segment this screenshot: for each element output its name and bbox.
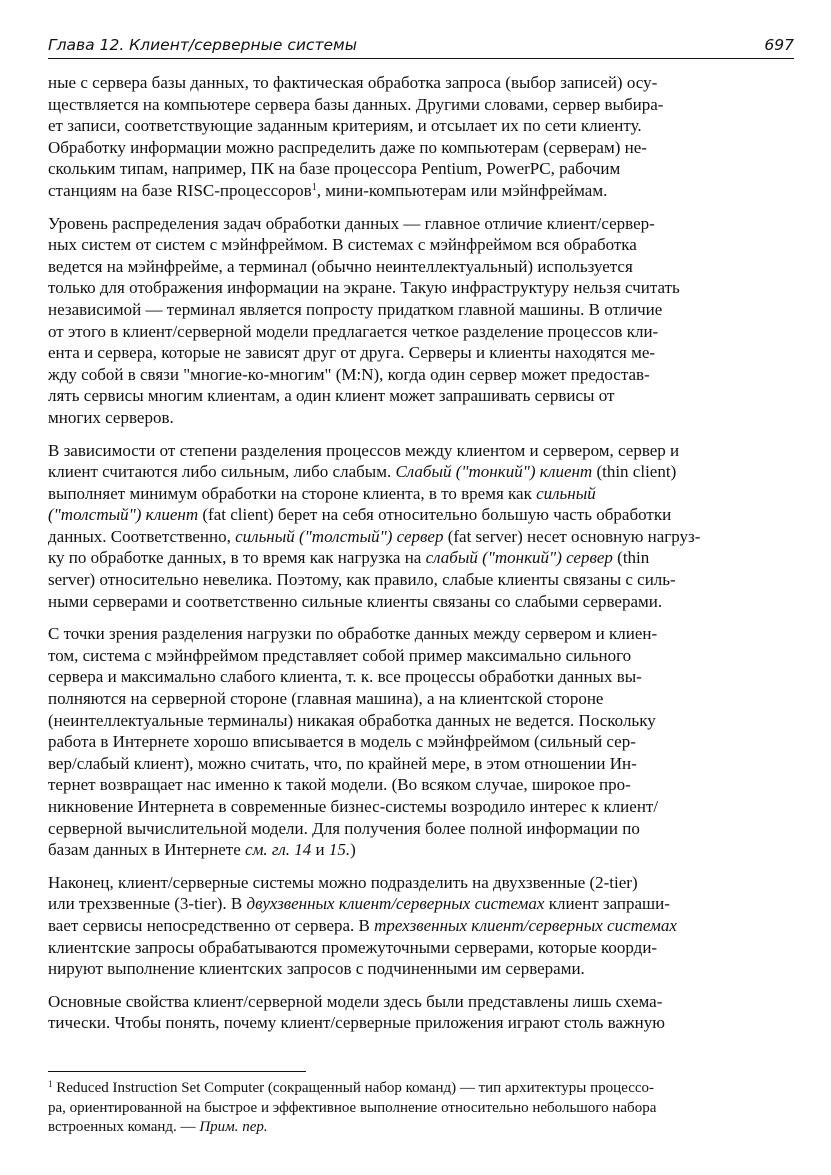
text-line: нируют выполнение клиентских запросов с подчиненными им серверами. <box>48 959 585 979</box>
text-line: работа в Интернете хорошо вписывается в модель с мэйнфреймом (сильный сер- <box>48 732 636 752</box>
text-line <box>48 504 794 526</box>
text-line <box>48 893 794 915</box>
text-line: скольким типам, например, ПК на базе процессора Pentium, PowerPC, рабочим <box>48 159 621 179</box>
text-line: ществляется на компьютере сервера базы данных. Другими словами, сервер выбира- <box>48 94 664 114</box>
text-line: полняются на серверной стороне (главная машина), а на клиентской стороне <box>48 689 604 709</box>
term-fat-server: сильный ("толстый") сервер <box>235 526 444 546</box>
text-span: клиент запраши- <box>544 894 670 914</box>
text-line <box>48 839 794 861</box>
footnote <box>48 1079 794 1138</box>
text-line: тернет возвращает нас именно к такой модели. (Во всяком случае, широкое про- <box>48 775 631 795</box>
text-line: никновение Интернета в современные бизнес-системы возродило интерес к клиент/ <box>48 797 659 816</box>
paragraph-4 <box>48 623 794 861</box>
text-line: лять сервисы многим клиентам, а один клиент может запрашивать сервисы от <box>48 386 615 406</box>
text-line: ведется на мэйнфрейме, а терминал (обычно неинтеллектуальный) используется <box>48 256 633 276</box>
text-line <box>48 1079 794 1099</box>
text-line <box>48 526 794 548</box>
text-span: (thin client) <box>592 462 677 482</box>
body-text <box>48 72 794 1045</box>
text-span: станциям на базе RISC-процессоров <box>48 180 312 200</box>
term-two-tier: двухзвенных клиент/серверных системах <box>246 894 545 914</box>
text-line: ные с сервера базы данных, то фактическая обработка запроса (выбор записей) осу- <box>48 73 658 92</box>
text-line: Обработку информации можно распределить даже по компьютерам (серверам) не- <box>48 137 647 157</box>
text-line <box>48 915 794 937</box>
term-thin-client: Слабый ("тонкий") клиент <box>395 462 593 482</box>
term-three-tier: трехзвенных клиент/серверных системах <box>374 915 677 935</box>
paragraph-6 <box>48 991 794 1034</box>
text-line: С точки зрения разделения нагрузки по обработке данных между сервером и клиен- <box>48 624 658 644</box>
text-line <box>48 461 794 483</box>
text-line: многих серверов. <box>48 407 174 427</box>
cross-reference: 15. <box>328 840 351 860</box>
text-line: ет записи, соответствующие заданным критериям, и отсылает их по сети клиенту. <box>48 116 642 136</box>
text-line: ента и сервера, которые не зависят друг от друга. Серверы и клиенты находятся ме- <box>48 343 656 363</box>
text-span: (fat client) берет на себя относительно большую часть обработки <box>198 505 672 525</box>
text-line: жду собой в связи "многие-ко-многим" (M:N), когда один сервер может предостав- <box>48 364 650 384</box>
text-line <box>48 483 794 505</box>
text-line <box>48 547 794 569</box>
footnote-marker: 1 <box>48 1079 53 1089</box>
text-span: , мини-компьютерам или мэйнфреймам. <box>316 180 608 200</box>
text-line: ных систем от систем с мэйнфреймом. В системах с мэйнфреймом вся обработка <box>48 235 637 255</box>
chapter-title: Глава 12. Клиент/серверные системы <box>48 36 357 54</box>
text-line: Наконец, клиент/серверные системы можно подразделить на двухзвенные (2-tier) <box>48 872 638 892</box>
term-thin-server: слабый ("тонкий") сервер <box>425 548 613 568</box>
text-line: клиентские запросы обрабатываются промежуточными серверами, которые коорди- <box>48 937 658 957</box>
footnote-reference[interactable]: 1 <box>311 181 317 193</box>
footnote-divider <box>48 1071 306 1072</box>
paragraph-1 <box>48 72 794 202</box>
text-line: от этого в клиент/серверной модели предлагается четкое разделение процессов кли- <box>48 321 659 341</box>
paragraph-2 <box>48 213 794 429</box>
text-span: данных. Соответственно, <box>48 526 236 546</box>
text-span: Reduced Instruction Set Computer (сокращенный набор команд) — тип архитектуры процессо- <box>52 1080 655 1096</box>
text-line: В зависимости от степени разделения процессов между клиентом и сервером, сервер и <box>48 440 680 460</box>
term-fat-client-part1: сильный <box>536 483 596 503</box>
text-line: том, система с мэйнфреймом представляет собой пример максимально сильного <box>48 645 632 665</box>
text-line: тически. Чтобы понять, почему клиент/серверные приложения играют столь важную <box>48 1013 665 1033</box>
text-line: серверной вычислительной модели. Для получения более полной информации по <box>48 818 640 838</box>
text-span: встроенных команд. — <box>48 1119 200 1135</box>
text-span: ) <box>350 840 356 860</box>
text-span: и <box>311 840 329 860</box>
text-span: (thin <box>612 548 650 568</box>
text-span: ку по обработке данных, в то время как нагрузка на <box>48 548 426 568</box>
cross-reference: см. гл. 14 <box>245 840 312 860</box>
text-span: вает сервисы непосредственно от сервера. В <box>48 915 375 935</box>
term-fat-client-part2: ("толстый") клиент <box>48 505 199 525</box>
text-line: ными серверами и соответственно сильные клиенты связаны со слабыми серверами. <box>48 591 663 611</box>
paragraph-3 <box>48 440 794 613</box>
translator-note: Прим. пер. <box>199 1119 268 1135</box>
text-line: Основные свойства клиент/серверной модели здесь были представлены лишь схема- <box>48 991 663 1011</box>
text-span: (fat server) несет основную нагруз- <box>443 526 701 546</box>
text-span: выполняет минимум обработки на стороне клиента, в то время как <box>48 483 537 503</box>
paragraph-5 <box>48 872 794 980</box>
text-line: Уровень распределения задач обработки данных — главное отличие клиент/сервер- <box>48 213 655 233</box>
text-line: (неинтеллектуальные терминалы) никакая обработка данных не ведется. Поскольку <box>48 710 656 730</box>
running-head <box>48 34 794 59</box>
page-number: 697 <box>764 36 794 54</box>
text-span: или трехзвенные (3-tier). В <box>48 894 247 914</box>
text-line: server) относительно невелика. Поэтому, как правило, слабые клиенты связаны с силь- <box>48 570 676 590</box>
text-span: базам данных в Интернете <box>48 840 246 860</box>
text-line: вер/слабый клиент), можно считать, что, по крайней мере, в этом отношении Ин- <box>48 753 637 773</box>
text-line <box>48 180 794 202</box>
text-span: клиент считаются либо сильным, либо слабым. <box>48 462 396 482</box>
text-line: только для отображения информации на экране. Такую инфраструктуру нельзя считать <box>48 278 680 298</box>
text-line: независимой — терминал является попросту придатком главной машины. В отличие <box>48 299 663 319</box>
text-line: сервера и максимально слабого клиента, т. к. все процессы обработки данных вы- <box>48 667 642 687</box>
text-line: ра, ориентированной на быстрое и эффективное выполнение относительно небольшого набора <box>48 1099 657 1116</box>
text-line <box>48 1118 794 1138</box>
